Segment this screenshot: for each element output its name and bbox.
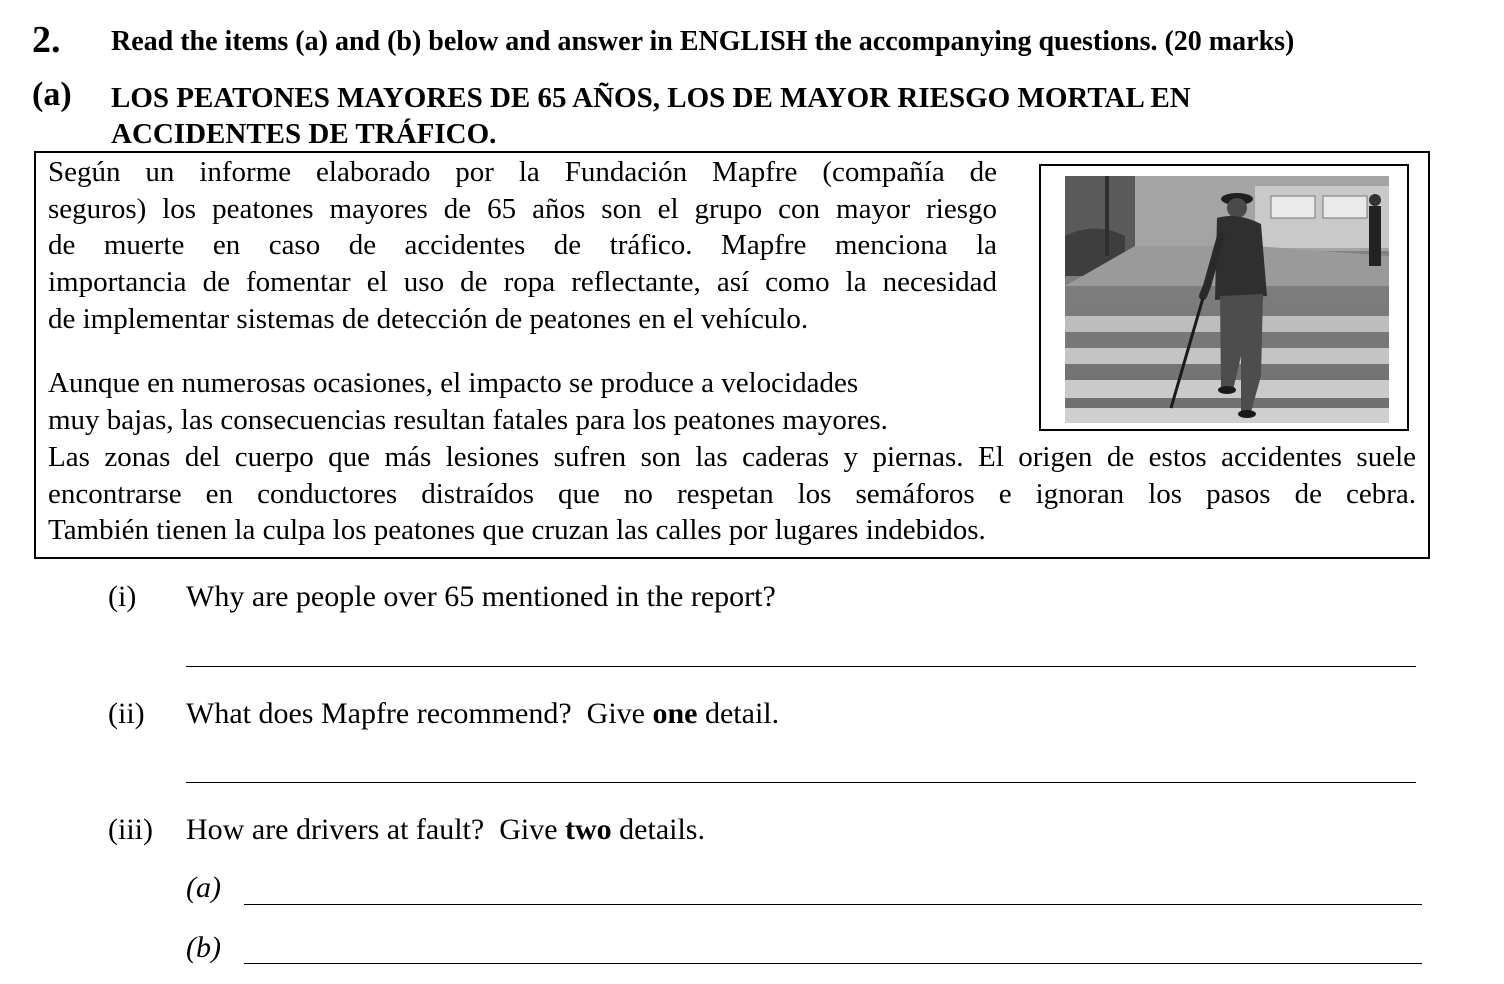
answer-line-iii-b[interactable] xyxy=(244,963,1422,964)
question-ii-emphasis: one xyxy=(652,697,698,730)
article-photo xyxy=(1039,164,1409,431)
passage-line: Las zonas del cuerpo que más lesiones sufren son las caderas y piernas. El origen de estos accidentes suele xyxy=(48,441,1416,473)
question-ii-text-before: What does Mapfre recommend? Give xyxy=(186,697,653,730)
passage-line: muy bajas, las consecuencias resultan fatales para los peatones mayores. xyxy=(48,404,888,436)
question-number: 2. xyxy=(32,19,61,61)
passage-line: Según un informe elaborado por la Fundación Mapfre (compañía de xyxy=(48,156,997,188)
answer-line-iii-a[interactable] xyxy=(244,904,1422,905)
question-i-label: (i) xyxy=(108,580,137,613)
question-i-text: Why are people over 65 mentioned in the report? xyxy=(186,580,776,613)
question-iii-text-before: How are drivers at fault? Give xyxy=(186,813,566,846)
passage-line: de implementar sistemas de detección de peatones en el vehículo. xyxy=(48,303,809,335)
passage-line: de muerte en caso de accidentes de tráfico. Mapfre menciona la xyxy=(48,229,997,261)
heading-line-2: ACCIDENTES DE TRÁFICO. xyxy=(111,118,497,150)
passage-line: Aunque en numerosas ocasiones, el impacto se produce a velocidades xyxy=(48,367,859,399)
answer-line-i[interactable] xyxy=(186,666,1416,667)
heading-line-1: LOS PEATONES MAYORES DE 65 AÑOS, LOS DE MAYOR RIESGO MORTAL EN xyxy=(111,82,1191,114)
passage-line: seguros) los peatones mayores de 65 años son el grupo con mayor riesgo xyxy=(48,193,997,225)
question-instruction: Read the items (a) and (b) below and answer in ENGLISH the accompanying questions. (20 marks) xyxy=(111,26,1295,57)
item-a-heading xyxy=(111,80,1191,152)
question-iii-emphasis: two xyxy=(565,813,612,846)
passage-line: importancia de fomentar el uso de ropa reflectante, así como la necesidad xyxy=(48,266,997,298)
item-a-label: (a) xyxy=(32,76,72,113)
question-iii-text xyxy=(186,813,705,847)
elderly-pedestrian-photo xyxy=(1065,176,1389,423)
sub-label-b: (b) xyxy=(186,931,221,964)
sub-label-a: (a) xyxy=(186,871,221,904)
question-iii-text-after: details. xyxy=(611,813,705,846)
question-ii-text-after: detail. xyxy=(697,697,780,730)
question-iii-label: (iii) xyxy=(108,813,153,846)
passage-line: También tienen la culpa los peatones que cruzan las calles por lugares indebidos. xyxy=(48,514,986,546)
passage-line: encontrarse en conductores distraídos que no respetan los semáforos e ignoran los pasos de cebra. xyxy=(48,478,1416,510)
answer-line-ii[interactable] xyxy=(186,782,1416,783)
question-ii-label: (ii) xyxy=(108,697,145,730)
question-ii-text xyxy=(186,697,779,731)
